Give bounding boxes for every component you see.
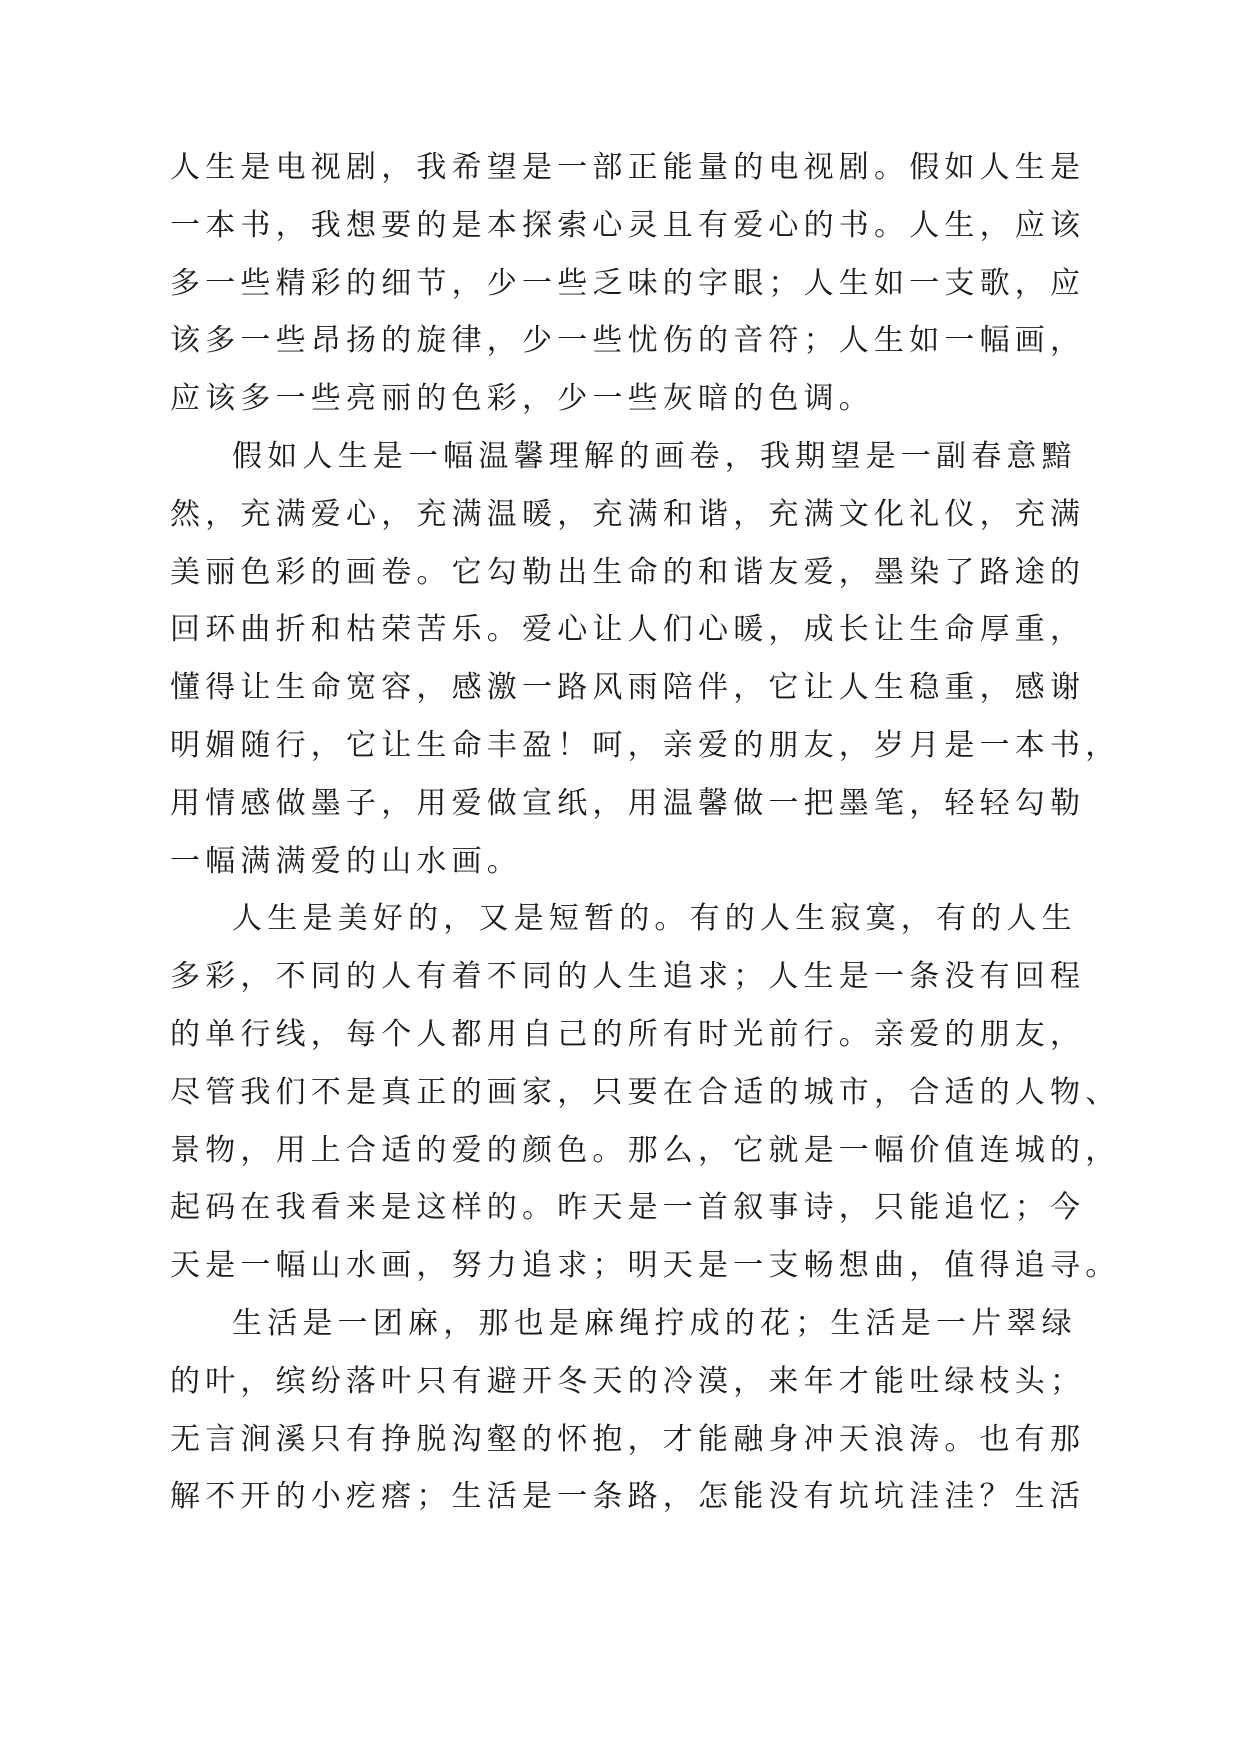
text-line: 解不开的小疙瘩；生活是一条路，怎能没有坑坑洼洼？生活 [170,1479,1086,1515]
text-line: 明媚随行，它让生命丰盈！呵，亲爱的朋友，岁月是一本书， [170,727,1121,763]
text-line: 多一些精彩的细节，少一些乏味的字眼；人生如一支歌，应 [170,265,1086,301]
document-body [170,139,1121,1526]
paragraph [170,890,1121,1295]
text-line: 然，充满爱心，充满温暖，充满和谐，充满文化礼仪，充满 [170,496,1086,532]
text-line: 的叶，缤纷落叶只有避开冬天的冷漠，来年才能吐绿枝头； [170,1363,1086,1399]
text-line: 回环曲折和枯荣苦乐。爱心让人们心暖，成长让生命厚重， [170,612,1086,648]
text-line: 该多一些昂扬的旋律，少一些忧伤的音符；人生如一幅画， [170,323,1086,359]
text-line: 尽管我们不是真正的画家，只要在合适的城市，合适的人物、 [170,1074,1121,1110]
text-line: 多彩，不同的人有着不同的人生追求；人生是一条没有回程 [170,959,1086,995]
paragraph [170,139,1086,428]
text-line: 人生是美好的，又是短暂的。有的人生寂寞，有的人生 [232,901,1077,937]
text-line: 美丽色彩的画卷。它勾勒出生命的和谐友爱，墨染了路途的 [170,554,1086,590]
text-line: 天是一幅山水画，努力追求；明天是一支畅想曲，值得追寻。 [170,1248,1121,1284]
text-line: 的单行线，每个人都用自己的所有时光前行。亲爱的朋友， [170,1016,1086,1052]
text-line: 无言涧溪只有挣脱沟壑的怀抱，才能融身冲天浪涛。也有那 [170,1421,1086,1457]
text-line: 景物，用上合适的爱的颜色。那么，它就是一幅价值连城的， [170,1132,1121,1168]
paragraph [170,428,1121,890]
text-line: 一幅满满爱的山水画。 [170,843,522,879]
text-line: 假如人生是一幅温馨理解的画卷，我期望是一副春意黯 [232,438,1077,474]
text-line: 人生是电视剧，我希望是一部正能量的电视剧。假如人生是 [170,150,1086,185]
text-line: 懂得让生命宽容，感激一路风雨陪伴，它让人生稳重，感谢 [170,670,1086,706]
paragraph [170,1295,1086,1526]
text-line: 一本书，我想要的是本探索心灵且有爱心的书。人生，应该 [170,207,1086,243]
text-line: 起码在我看来是这样的。昨天是一首叙事诗，只能追忆；今 [170,1190,1086,1226]
text-line: 应该多一些亮丽的色彩，少一些灰暗的色调。 [170,381,874,417]
text-line: 生活是一团麻，那也是麻绳拧成的花；生活是一片翠绿 [232,1305,1077,1341]
text-line: 用情感做墨子，用爱做宣纸，用温馨做一把墨笔，轻轻勾勒 [170,785,1086,821]
